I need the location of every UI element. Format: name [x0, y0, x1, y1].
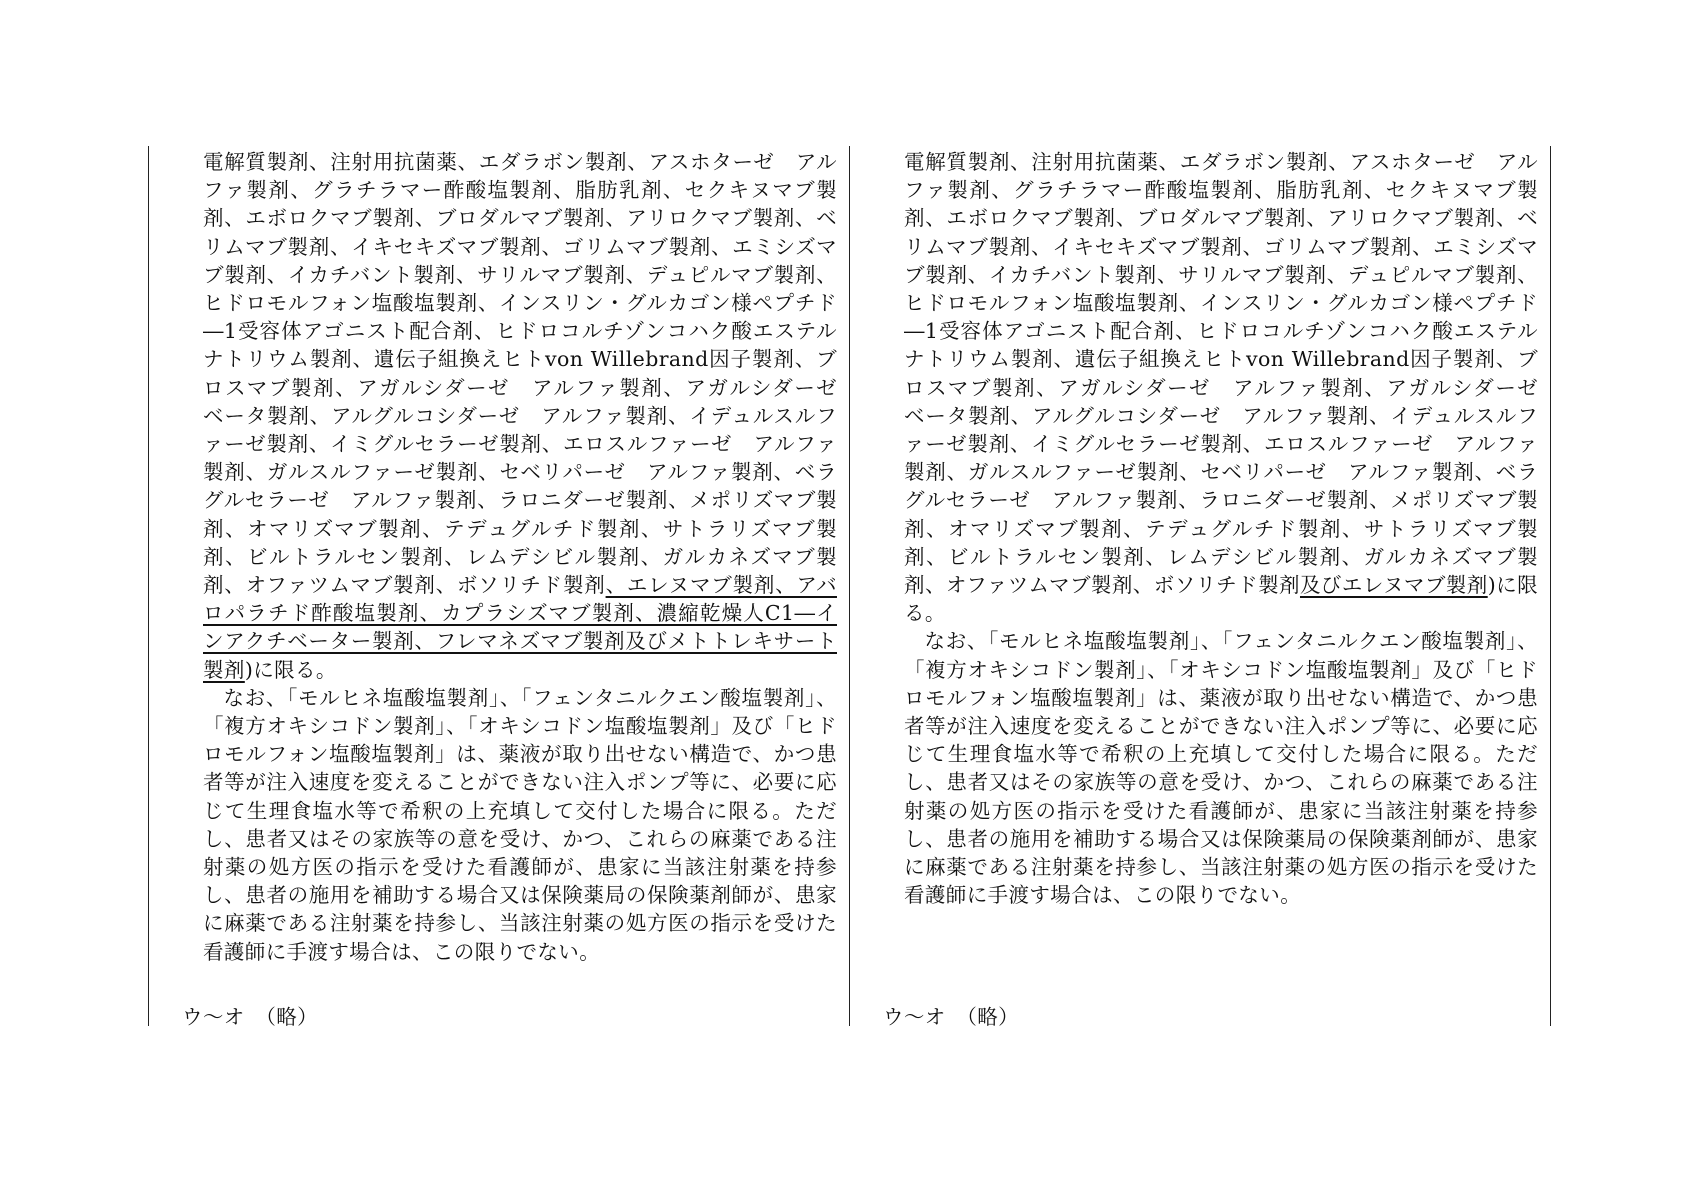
left-underlined-amendment: 、エレヌマブ製剤、アバロパラチド酢酸塩製剤、カプラシズマブ製剤、濃縮乾燥人C1―インアクチベーター製剤、フレマネズマブ製剤及びメトトレキサート製剤 [203, 573, 837, 682]
right-paragraph-1-text: 電解質製剤、注射用抗菌薬、エダラボン製剤、アスホターゼ アルファ製剤、グラチラマー酢酸塩製剤、脂肪乳剤、セクキヌマブ製剤、エボロクマブ製剤、ブロダルマブ製剤、アリロクマブ製剤、ベリムマブ製剤、イキセキズマブ製剤、ゴリムマブ製剤、エミシズマブ製剤、イカチバント製剤、サリルマブ製剤、デュピルマブ製剤、ヒドロモルフォン塩酸塩製剤、インスリン・グルカゴン様ペプチド―1受容体アゴニスト配合剤、ヒドロコルチゾンコハク酸エステルナトリウム製剤、遺伝子組換えヒトvon Willebrand因子製剤、ブロスマブ製剤、アガルシダーゼ アルファ製剤、アガルシダーゼ ベータ製剤、アルグルコシダーゼ アルファ製剤、イデュルスルファーゼ製剤、イミグルセラーゼ製剤、エロスルファーゼ アルファ製剤、ガルスルファーゼ製剤、セベリパーゼ アルファ製剤、ベラグルセラーゼ アルファ製剤、ラロニダーゼ製剤、メポリズマブ製剤、オマリズマブ製剤、テデュグルチド製剤、サトラリズマブ製剤、ビルトラルセン製剤、レムデシビル製剤、ガルカネズマブ製剤、オファツムマブ製剤、ボソリチド製剤 [904, 150, 1559, 598]
right-underlined-amendment: 及びエレヌマブ製剤 [1299, 573, 1488, 598]
right-footer-note: ウ～オ （略） [883, 1005, 1020, 1029]
center-column-divider [849, 146, 850, 1026]
left-footer-note: ウ～オ （略） [182, 1005, 319, 1029]
left-paragraph-1-text: 電解質製剤、注射用抗菌薬、エダラボン製剤、アスホターゼ アルファ製剤、グラチラマー酢酸塩製剤、脂肪乳剤、セクキヌマブ製剤、エボロクマブ製剤、ブロダルマブ製剤、アリロクマブ製剤、ベリムマブ製剤、イキセキズマブ製剤、ゴリムマブ製剤、エミシズマブ製剤、イカチバント製剤、サリルマブ製剤、デュピルマブ製剤、ヒドロモルフォン塩酸塩製剤、インスリン・グルカゴン様ペプチド―1受容体アゴニスト配合剤、ヒドロコルチゾンコハク酸エステルナトリウム製剤、遺伝子組換えヒトvon Willebrand因子製剤、ブロスマブ製剤、アガルシダーゼ アルファ製剤、アガルシダーゼ ベータ製剤、アルグルコシダーゼ アルファ製剤、イデュルスルファーゼ製剤、イミグルセラーゼ製剤、エロスルファーゼ アルファ製剤、ガルスルファーゼ製剤、セベリパーゼ アルファ製剤、ベラグルセラーゼ アルファ製剤、ラロニダーゼ製剤、メポリズマブ製剤、オマリズマブ製剤、テデュグルチド製剤、サトラリズマブ製剤、ビルトラルセン製剤、レムデシビル製剤、ガルカネズマブ製剤、オファツムマブ製剤、ボソリチド製剤 [203, 150, 858, 598]
right-paragraph-1-ending: )に限る。 [904, 573, 1538, 626]
left-body-text [203, 148, 858, 966]
right-paragraph-1 [904, 148, 1559, 627]
right-body-text [904, 148, 1559, 909]
right-column-border-right [1550, 146, 1551, 1026]
left-paragraph-1 [203, 148, 858, 684]
left-paragraph-2: なお、「モルヒネ塩酸塩製剤」、「フェンタニルクエン酸塩製剤」、「複方オキシコドン製剤」、「オキシコドン塩酸塩製剤」及び「ヒドロモルフォン塩酸塩製剤」は、薬液が取り出せない構造で、かつ患者等が注入速度を変えることができない注入ポンプ等に、必要に応じて生理食塩水等で希釈の上充填して交付した場合に限る。ただし、患者又はその家族等の意を受け、かつ、これらの麻薬である注射薬の処方医の指示を受けた看護師が、患家に当該注射薬を持参し、患者の施用を補助する場合又は保険薬局の保険薬剤師が、患家に麻薬である注射薬を持参し、当該注射薬の処方医の指示を受けた看護師に手渡す場合は、この限りでない。 [203, 685, 837, 964]
left-paragraph-1-ending: )に限る。 [244, 657, 337, 682]
left-column-border-left [148, 146, 149, 1026]
right-paragraph-2: なお、「モルヒネ塩酸塩製剤」、「フェンタニルクエン酸塩製剤」、「複方オキシコドン製剤」、「オキシコドン塩酸塩製剤」及び「ヒドロモルフォン塩酸塩製剤」は、薬液が取り出せない構造で、かつ患者等が注入速度を変えることができない注入ポンプ等に、必要に応じて生理食塩水等で希釈の上充填して交付した場合に限る。ただし、患者又はその家族等の意を受け、かつ、これらの麻薬である注射薬の処方医の指示を受けた看護師が、患家に当該注射薬を持参し、患者の施用を補助する場合又は保険薬局の保険薬剤師が、患家に麻薬である注射薬を持参し、当該注射薬の処方医の指示を受けた看護師に手渡す場合は、この限りでない。 [904, 629, 1538, 908]
